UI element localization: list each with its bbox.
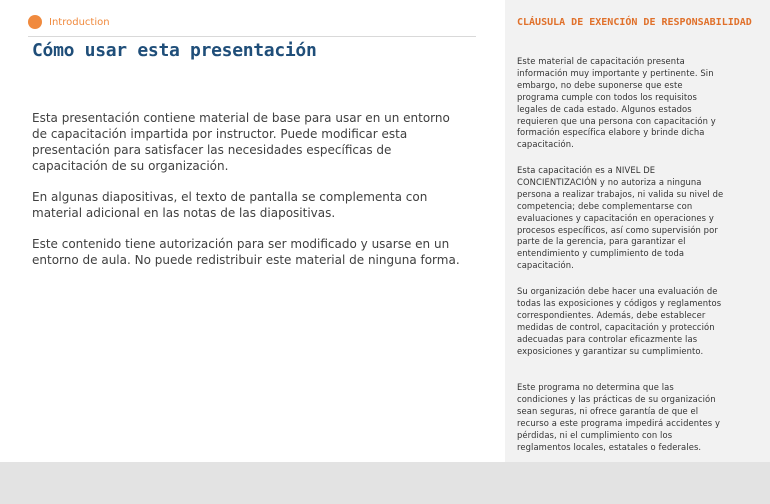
header-divider <box>28 36 476 37</box>
disclaimer-panel <box>505 0 770 462</box>
page-title: Cómo usar esta presentación <box>32 40 317 61</box>
section-label: Introduction <box>49 16 110 28</box>
disclaimer-title: CLÁUSULA DE EXENCIÓN DE RESPONSABILIDAD <box>517 17 752 28</box>
body-paragraph-2: En algunas diapositivas, el texto de pantalla se complementa con material adicional en las notas de las diapositivas. <box>32 190 428 220</box>
body-paragraph-3: Este contenido tiene autorización para ser modificado y usarse en un entorno de aula. No puede redistribuir este material de ninguna forma. <box>32 237 460 267</box>
disclaimer-paragraph-4: Este programa no determina que las condiciones y las prácticas de su organización sean seguras, ni ofrece garantía de que el recurso a este programa impedirá accidentes y pérdidas, ni el cumplimiento con los reglamentos locales, estatales o federales. <box>517 382 721 452</box>
section-tag <box>28 15 110 29</box>
disclaimer-paragraph-2: Esta capacitación es a NIVEL DE CONCIENTIZACIÓN y no autoriza a ninguna persona a realizar trabajos, ni valida su nivel de competencia; debe complementarse con evaluaciones y capacitación en operaciones y procesos específicos, así como supervisión por parte de la gerencia, para garantizar el entendimiento y cumplimiento de toda capacitación. <box>517 165 724 271</box>
footer-bar <box>0 462 770 504</box>
section-dot-icon <box>28 15 42 29</box>
body-paragraph-1: Esta presentación contiene material de base para usar en un entorno de capacitación impartida por instructor. Puede modificar esta presentación para satisfacer las necesidades específicas de capacitación de su organización. <box>32 111 450 173</box>
disclaimer-paragraph-3: Su organización debe hacer una evaluación de todas las exposiciones y códigos y reglamentos correspondientes. Además, debe establecer medidas de control, capacitación y protección adecuadas para controlar eficazmente las exposiciones y garantizar su cumplimiento. <box>517 286 722 356</box>
disclaimer-paragraph-1: Este material de capacitación presenta información muy importante y pertinente. Sin embargo, no debe suponerse que este programa cumple con todos los requisitos legales de cada estado. Algunos estados requieren que una persona con capacitación y formación específica elabore y brinde dicha capacitación. <box>517 56 716 150</box>
